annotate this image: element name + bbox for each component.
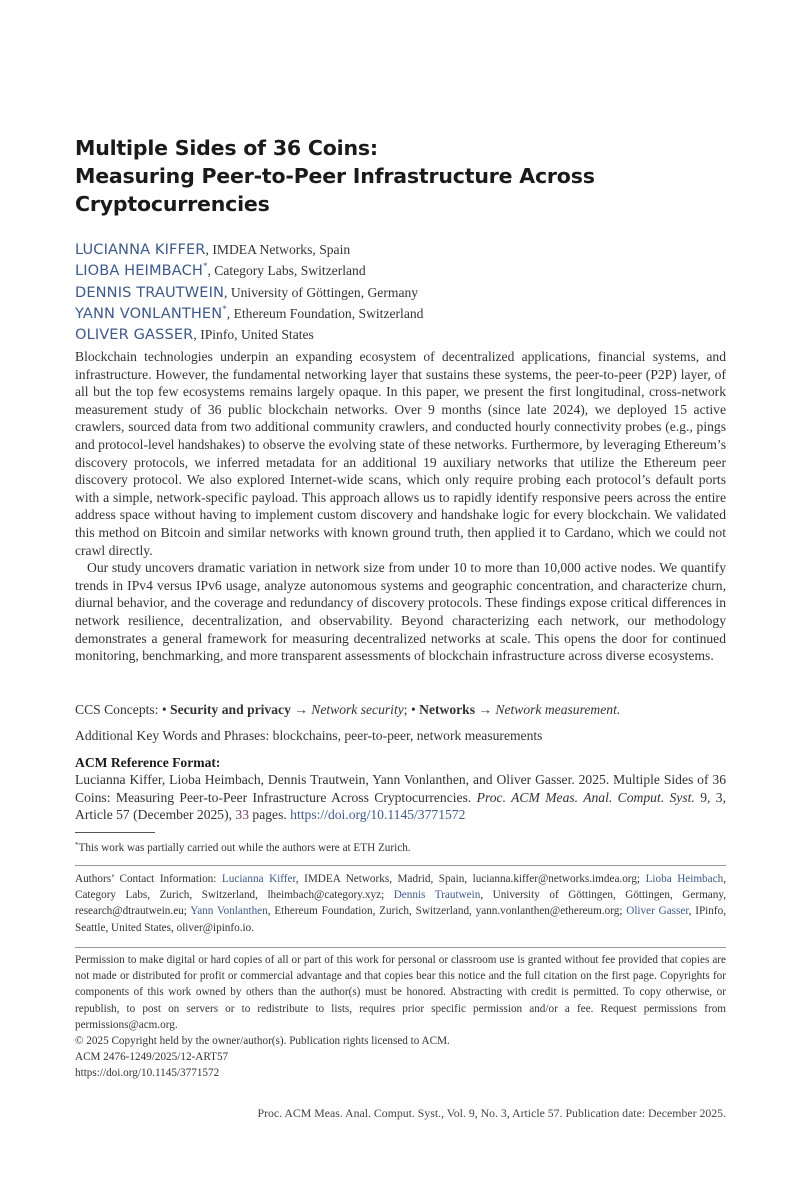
author-affiliation: , Category Labs, Switzerland [207, 263, 366, 279]
title-line: Multiple Sides of 36 Coins: [75, 136, 378, 160]
author-entry [75, 299, 726, 320]
title-line: Cryptocurrencies [75, 192, 270, 216]
contact-details: , University of Göttingen, Göttingen, Germany, research@dtrautwein.eu; [75, 889, 727, 918]
author-entry [75, 256, 726, 280]
author-name[interactable]: LIOBA HEIMBACH [75, 262, 203, 280]
period: . [616, 702, 621, 717]
footnote-marker: * [202, 261, 208, 272]
author-affiliation: , IMDEA Networks, Spain [205, 242, 351, 257]
divider [75, 947, 726, 948]
reference-details: 9, 3, Article 57 (December 2025), [75, 789, 726, 823]
contact-name-link[interactable]: Dennis Trautwein [393, 889, 481, 902]
arrow-icon: → [475, 702, 496, 717]
keywords-value: blockchains, peer-to-peer, network measurements [272, 728, 543, 743]
keywords [75, 727, 726, 745]
title-line: Measuring Peer-to-Peer Infrastructure Across [75, 164, 595, 188]
abstract-paragraph: Our study uncovers dramatic variation in network size from under 10 to more than 10,000 active nodes. We quantify trends in IPv4 versus IPv6 usage, analyze autonomous systems and geographic concentration, and characterize churn, diurnal behavior, and the coverage and redundancy of discovery protocols. These findings expose critical differences in network resilience, decentralization, and observability. Beyond characterizing each network, our methodology demonstrates a general framework for measuring decentralized networks at scale. This opens the door for continued monitoring, benchmarking, and more transparent assessments of blockchain infrastructure across diverse ecosystems. [75, 560, 726, 664]
contact-name-link[interactable]: Yann Vonlanthen [190, 905, 268, 918]
ccs-concept: Security and privacy [170, 702, 291, 717]
author-affiliation: , Ethereum Foundation, Switzerland [226, 305, 424, 321]
contact-details: , IPinfo, Seattle, United States, oliver@ipinfo.io. [75, 905, 726, 934]
ccs-concept: Networks [419, 702, 476, 717]
abstract [75, 348, 726, 665]
author-entry [75, 235, 726, 256]
author-name[interactable]: LUCIANNA KIFFER [75, 241, 206, 258]
acm-id: ACM 2476-1249/2025/12-ART57 [75, 1051, 229, 1064]
doi-link[interactable]: https://doi.org/10.1145/3771572 [290, 807, 466, 823]
contact-details: , IMDEA Networks, Madrid, Spain, lucianna.kiffer@networks.imdea.org; [295, 873, 646, 885]
divider [75, 865, 726, 866]
contact-name-link[interactable]: Lioba Heimbach [645, 873, 724, 885]
author-entry [75, 320, 726, 344]
bullet: • [161, 702, 171, 717]
author-affiliation: , IPinfo, United States [193, 327, 314, 343]
reference-citation: Lucianna Kiffer, Lioba Heimbach, Dennis Trautwein, Yann Vonlanthen, and Oliver Gasser. 2025. Multiple Sides of 36 Coins: Measuring Peer-to-Peer Infrastructure Across Cryptocurrencies. [75, 772, 726, 805]
footnote-rule [75, 832, 155, 833]
pages-word: pages. [249, 807, 291, 823]
author-name[interactable]: YANN VONLANTHEN [75, 304, 223, 322]
paper-title [75, 134, 726, 218]
permission-block [75, 952, 726, 1082]
reference-text [75, 771, 726, 824]
author-entry [75, 278, 726, 299]
bullet: • [410, 702, 420, 717]
footnote-marker: * [75, 841, 79, 849]
ccs-subconcept: Network security [311, 702, 404, 717]
ccs-concepts [75, 701, 726, 719]
doi-link[interactable]: https://doi.org/10.1145/3771572 [75, 1067, 220, 1080]
running-footer: Proc. ACM Meas. Anal. Comput. Syst., Vol. 9, No. 3, Article 57. Publication date: December 2025. [257, 1106, 726, 1120]
journal-name: Proc. ACM Meas. Anal. Comput. Syst. [476, 789, 695, 805]
author-name[interactable]: OLIVER GASSER [75, 326, 194, 344]
page-count-link[interactable]: 33 [235, 807, 250, 823]
footnote-text: This work was partially carried out while the authors were at ETH Zurich. [78, 842, 411, 854]
author-name[interactable]: DENNIS TRAUTWEIN [75, 283, 225, 301]
footnote [75, 838, 411, 855]
contact-details: , Category Labs, Zurich, Switzerland, lheimbach@category.xyz; [75, 873, 726, 902]
contact-info [75, 871, 726, 936]
contact-details: , Ethereum Foundation, Zurich, Switzerland, yann.vonlanthen@ethereum.org; [267, 905, 627, 918]
ccs-subconcept: Network measurement [495, 702, 617, 717]
abstract-paragraph: Blockchain technologies underpin an expanding ecosystem of decentralized applications, financial systems, and infrastructure. However, the fundamental networking layer that sustains these systems, the peer-to-peer (P2P) layer, of all but the top few ecosystems remains largely opaque. In this paper, we present the first longitudinal, cross-network measurement study of 36 public blockchain networks. Over 9 months (since late 2024), we deployed 15 active crawlers, sourced data from two additional community crawlers, and conducted hourly connectivity probes (e.g., pings and protocol-level handshakes) to observe the evolving state of these networks. Furthermore, by leveraging Ethereum’s discovery protocols, we inferred metadata for an additional 19 auxiliary networks that utilize the Ethereum peer discovery protocol. We also explored Internet-wide scans, which only require probing each protocol’s default ports with a simple, network-specific payload. This approach allows us to rapidly identify responsive peers across the entire address space without having to implement custom discovery and handshake logic for every blockchain. We validated this method on Bitcoin and similar networks with known ground truth, then applied it to Cardano, which we could not crawl directly. [75, 349, 726, 558]
contact-name-link[interactable]: Lucianna Kiffer [221, 873, 296, 885]
copyright-line: © 2025 Copyright held by the owner/author(s). Publication rights licensed to ACM. [75, 1035, 450, 1048]
arrow-icon: → [290, 702, 312, 717]
author-list [75, 235, 726, 344]
author-affiliation: , University of Göttingen, Germany [224, 284, 419, 300]
ccs-label: CCS Concepts: [75, 702, 162, 717]
footnote-marker: * [222, 303, 227, 314]
contact-label: Authors’ Contact Information: [75, 873, 222, 885]
separator: ; [403, 702, 411, 717]
permission-text: Permission to make digital or hard copies of all or part of this work for personal or classroom use is granted without fee provided that copies are not made or distributed for profit or commercial advantage and that copies bear this notice and the full citation on the first page. Copyrights for components of this work owned by others than the author(s) must be honored. Abstracting with credit is permitted. To copy otherwise, or republish, to post on servers or to redistribute to lists, requires prior specific permission and/or a fee. Request permissions from permissions@acm.org. [75, 954, 726, 1031]
keywords-label: Additional Key Words and Phrases: [75, 728, 273, 743]
reference-heading: ACM Reference Format: [75, 755, 221, 770]
contact-name-link[interactable]: Oliver Gasser [626, 905, 689, 918]
